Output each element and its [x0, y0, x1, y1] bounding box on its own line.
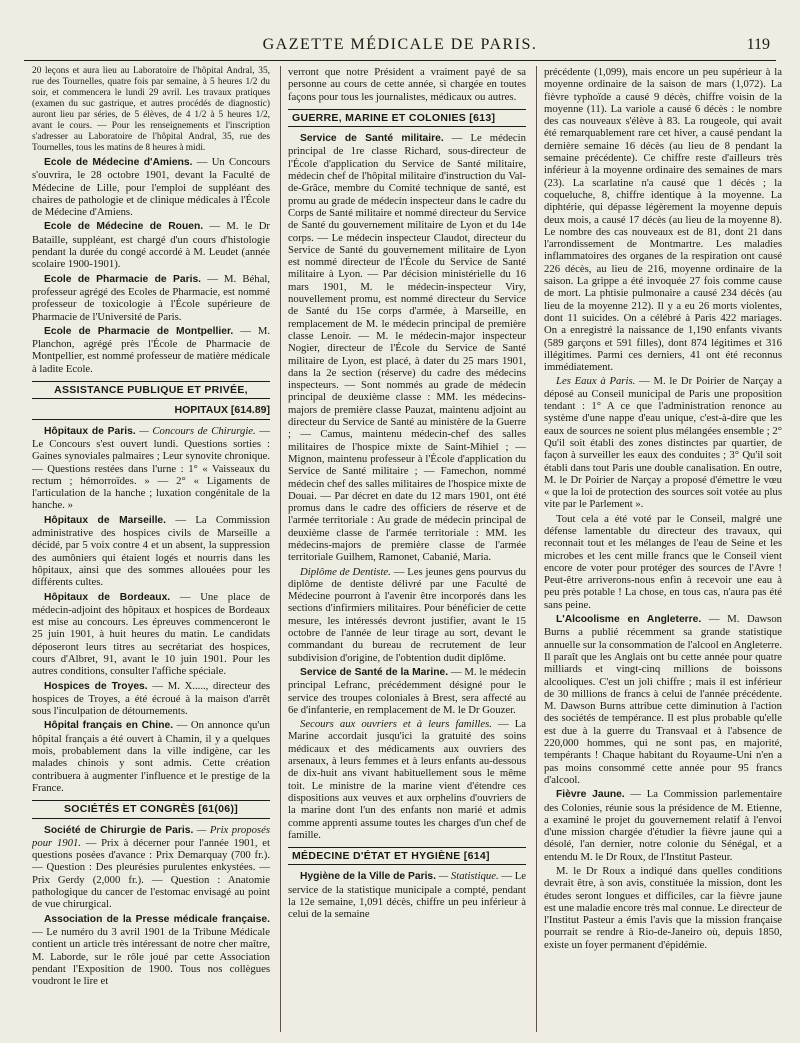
item-heading: Hospices de Troyes.: [44, 680, 148, 692]
item-heading: Fièvre Jaune.: [556, 789, 625, 801]
paragraph: [288, 718, 526, 841]
item-heading: Ecole de Pharmacie de Paris.: [44, 273, 202, 285]
item-text: — On annonce qu'un hôpital français a été ouvert à Chamin, il y a quelques mois, probablement dans la ville indigène, car les malades chinois y sont admis. Cette création contribuera à augmenter l'influence et le prestige de la France.: [32, 719, 270, 794]
item-heading: Hôpitaux de Bordeaux.: [44, 591, 171, 603]
column-divider: [536, 66, 537, 1032]
item-text: — La Marine accordait jusqu'ici la gratuité des soins médicaux et des médicaments aux ouvriers des arsenaux, à leurs femmes et à leurs enfants au-dessous de dix-huit ans vivant habituellement sous le même toit. Le ministre de la marine vient d'étendre ces dispositions aux veuves et aux orphelins d'ouvriers de la marine dont l'un des enfants non marié et admis comme apprenti assume toutes les charges d'un chef de famille.: [288, 718, 526, 841]
item-subtitle: Secours aux ouvriers et à leurs familles.: [300, 718, 492, 731]
item-text: — Le Concours s'est ouvert lundi. Questions sorties : Gaines synoviales palmaires ; Leur synovite chronique. — Questions restées dans l'urne : 1° « Vaisseaux du rectum ; hémorroïdes. » — 2° « Ligaments de l'articulation de la hanche ; luxation congénitale de la hanche. »: [32, 424, 270, 512]
column-1: [32, 66, 270, 1034]
paragraph: [32, 913, 270, 988]
column-2: [288, 66, 526, 1034]
item-heading: L'Alcoolisme en Angleterre.: [556, 614, 702, 626]
item-text: — M. Dawson Burns a publié récemment sa grande statistique annuelle sur la consommation de l'alcool en Angleterre. Il paraît que les Anglais ont bu cette année pour quatre milliards et vingt-cinq millions de boissons alcooliques. C'est un joli chiffre ; mais il est inférieur de 30 millions de francs à celui de l'année précédente. M. Dawson Burns attribue cette diminution à l'action des sociétés de tempérance. Il est plus probable qu'elle est due à la guerre du Transvaal et à l'absence de 220,000 hommes, qui ne sont pas, en majorité, tempérants ! Chaque habitant du Royaume-Uni n'en a pas moins consommé cette année pour 95 francs d'alcool.: [544, 613, 782, 786]
paragraph: [288, 132, 526, 563]
item-text: — M. Béhal, professeur agrégé des Ecoles de Pharmacie, est nommé professeur de toxicologie à l'École supérieure de Pharmacie de l'Université de Paris.: [32, 272, 270, 323]
item-text: — La Commission parlementaire des Colonies, réunie sous la présidence de M. Etienne, a examiné le projet du gouvernement relatif à l'envoi d'une mission chargée d'étudier la fièvre jaune qui a désolé, l'an dernier, notre colonie du Sénégal, et a entendu M. le Dr Roux, de l'Institut Pasteur.: [544, 788, 782, 863]
paragraph: 20 leçons et aura lieu au Laboratoire de l'hôpital Andral, 35, rue des Tournelles, quatre fois par semaine, à 5 heures 1/2 du soir, et commencera le lundi 29 avril. Les travaux pratiques (examen du suc gastrique, et autres procédés de diagnostic) auront lieu par séries, de 5 élèves, de 4 1/2 à 5 heures 1/2, avant le cours. — Pour les renseignements et l'inscription s'adresser au Laboratoire de l'hôpital Andral, 35, rue des Tournelles, tous les matins de 8 heures à midi.: [32, 66, 270, 153]
item-heading: Service de Santé militaire.: [300, 133, 444, 145]
column-3: [544, 66, 782, 1034]
item-subtitle: Les Eaux à Paris.: [556, 375, 636, 388]
paragraph: [32, 680, 270, 718]
paragraph: [544, 788, 782, 863]
item-heading: Hôpitaux de Marseille.: [44, 514, 167, 526]
paragraph: [32, 325, 270, 375]
item-heading: Ecole de Pharmacie de Montpellier.: [44, 325, 234, 337]
item-subtitle: Diplôme de Dentiste.: [300, 565, 391, 578]
item-heading: Service de Santé de la Marine.: [300, 666, 449, 678]
paragraph: [32, 220, 270, 270]
section-heading: GUERRE, MARINE ET COLONIES [613]: [288, 109, 526, 127]
paragraph: [32, 514, 270, 589]
item-subtitle: — Prix proposés pour 1901.: [32, 823, 270, 849]
page-number: 119: [746, 36, 770, 53]
item-text: — La Commission administrative des hospices civils de Marseille a décidé, par 5 voix contre 4 et un absent, la suppression des aumôniers qui étaient logés et nourris dans les hôpitaux, ainsi que des sommes allouées pour les différents cultes.: [32, 513, 270, 589]
item-text: — Les jeunes gens pourvus du diplôme de dentiste délivré par une Faculté de Médecine pourront à l'avenir être incorporés dans les sections d'infirmiers militaires. Pour bénéficier de cette mesure, les intéressés devront justifier, avant le 15 octobre de l'année de leur tirage au sort, devant le commandant du bureau de recrutement de leur subdivision d'origine, de l'obtention dudit diplôme.: [288, 565, 526, 664]
item-text: — M. le médecin principal Lefranc, précédemment désigné pour le service des troupes coloniales à Brest, sera affecté au 6e d'infanterie, en remplacement de M. le Dr Gouzer.: [288, 665, 526, 716]
section-heading: SOCIÉTÉS ET CONGRÈS [61(06)]: [32, 800, 270, 818]
paragraph: [288, 566, 526, 664]
item-text: — Le médecin principal de 1re classe Richard, sous-directeur de l'École d'application du Service de Santé militaire, médecin chef de l'hôpital militaire d'instruction du Val-de-Grâce, membre du Comité technique de santé, est promu au grade de médecin inspecteur dans le cadre du Corps de Santé militaire et nommé directeur du Service de Santé du gouvernement militaire de Lyon et du 14e corps. — Le médecin inspecteur Claudot, directeur du Service de Santé du gouvernement militaire de Lyon est nommé directeur de l'École du Service de Santé militaire à Lyon. — Par décision ministérielle du 16 mars 1901, M. le médecin-inspecteur Viry, nouvellement promu, est nommé directeur du Service de Santé du 15e corps d'armée, à Marseille, en remplacement de M. le médecin principal de première classe Lenoir. — M. le médecin-major inspecteur Nogier, directeur de l'École du Service de Santé militaire de Lyon, est placé, à dater du 25 mars 1901, dans la 2e section (réserve) du cadre des médecins inspecteurs. — Sont nommés au grade de médecin principal de deuxième classe : MM. les médecins-majors de première classe Pauzat, maintenu adjoint au directeur du Service de Santé au ministère de la Guerre ; — Camus, maintenu médecin-chef des salles militaires de l'hospice mixte de Saint-Mihiel ; — Mignon, maintenu professeur à l'École d'application du Service de Santé militaire ; — Famechon, nommé médecin chef des salles militaires de l'hospice mixte de Douai. — Par décret en date du 12 mars 1901, ont été promus dans le cadre des officiers de réserve et de l'armée territoriale : Au grade de médecin principal de deuxième classe de l'armée territoriale : MM. les médecins-majors de première classe de l'armée territoriale Guilhem, Ramonet, Cabanié, Maria.: [288, 132, 526, 564]
section-heading: ASSISTANCE PUBLIQUE ET PRIVÉE,: [32, 381, 270, 399]
item-subtitle: — Statistique.: [436, 870, 499, 883]
item-text: — Le service de la statistique municipale a compté, pendant la 12e semaine, 1,091 décès, chiffre un peu inférieur à celui de la semaine: [288, 870, 526, 921]
item-heading: Hygiène de la Ville de Paris.: [300, 871, 437, 883]
paragraph: verront que notre Président a vraiment payé de sa personne au cours de cette année, si chargée en toutes façons pour tous les journalistes, médicaux ou autres.: [288, 66, 526, 103]
paragraph: [32, 156, 270, 218]
paragraph: [32, 591, 270, 678]
item-heading: Société de Chirurgie de Paris.: [44, 824, 194, 836]
item-heading: Ecole de Médecine de Rouen.: [44, 221, 204, 233]
item-text: — Le numéro du 3 avril 1901 de la Tribune Médicale contient un article très intéressant de notre cher maître, M. Laborde, sur le rôle joué par cette Association pendant l'Exposition de 1900. Tous nos collègues voudront le lire et: [32, 925, 270, 988]
item-text: — M. le Dr Bataille, suppléant, est chargé d'un cours d'histologie pendant la durée du congé accordé à M. Leudet (année scolaire 1900-1901).: [32, 220, 270, 271]
item-subtitle: — Concours de Chirurgie.: [135, 424, 256, 437]
item-text: — Une place de médecin-adjoint des hôpitaux et hospices de Bordeaux est mise au concours. Les épreuves commenceront le 25 juin 1901, à huit heures du matin. Le candidats déposeront leurs titres au secrétariat des hospices, cours d'Albret, 91, avant le 10 juin 1901. Pour les autres conditions, consulter l'affiche spéciale.: [32, 590, 270, 678]
paragraph: précédente (1,099), mais encore un peu supérieur à la moyenne ordinaire de la saison de mars (1,072). La fièvre typhoïde a causé 9 décès, chiffre voisin de la moyenne (11). La variole a causé 6 décès : le nombre des cas nouveaux s'élève à 83. La rougeole, qui avait été remarquablement rare cet hiver, a causé pendant la dernière semaine 16 décès (au lieu de 8 pendant la semaine précédente). Ce chiffre reste d'ailleurs très inférieur à la moyenne ordinaire des semaines de mars (23). La scarlatine n'a causé que 1 décès ; la coqueluche, 8, chiffre identique à la moyenne. La diphtérie, qui dépasse légèrement la moyenne depuis deux mois, a causé 17 décès (au lieu de la moyenne 8). Le nombre des cas nouveaux est de 81, dont 21 dans l'arrondissement de Montmartre. Les maladies inflammatoires des organes de la respiration ont causé 226 décès, au lieu de 216, moyenne ordinaire de la saison. La grippe a été invoquée 27 fois comme cause de mort. La phtisie pulmonaire a causé 234 décès (au lieu de la moyenne 212). Il y a eu 26 morts violentes, dont 11 suicides. On a célébré à Paris 422 mariages. On a enregistré la naissance de 1,190 enfants vivants (589 garçons et 591 filles), dont 874 légitimes et 316 illégitimes. Parmi ces derniers, 41 ont été reconnus immédiatement.: [544, 66, 782, 374]
item-text: — M. Planchon, agrégé près l'École de Pharmacie de Montpellier, est nommé professeur de matière médicale à ladite Ecole.: [32, 324, 270, 375]
item-text: — Un Concours s'ouvrira, le 28 octobre 1901, devant la Faculté de Médecine de Lille, pour l'emploi de suppléant des chaires de pathologie et de clinique médicales à l'École de Médecine d'Amiens.: [32, 156, 270, 219]
item-text: — M. X....., directeur des hospices de Troyes, a été écroué à la maison d'arrêt sous l'inculpation de détournements.: [32, 679, 270, 718]
paragraph: [32, 273, 270, 323]
paragraph: [32, 425, 270, 512]
paragraph: M. le Dr Roux a indiqué dans quelles conditions devrait être, à son avis, constituée la mission, dont les études seront longues et difficiles, car la fièvre jaune est une maladie encore très mal connue. Le directeur de l'Institut Pasteur a émis l'avis que la mission française pourrait se rendre à Rio-de-Janeiro où, depuis 1850, existe un foyer permanent d'épidémie.: [544, 865, 782, 951]
paragraph: [288, 666, 526, 716]
item-text: — Prix à décerner pour l'année 1901, et questions posées d'avance : Prix Demarquay (700 fr.). — Question : Des pleurésies purulentes enkystées. — Prix Gerdy (2,000 fr.). — Question : Anatomie pathologique du cancer de l'estomac envisagé au point de vue chirurgical.: [32, 836, 270, 911]
paragraph: [544, 375, 782, 510]
page-header: [24, 30, 776, 61]
item-heading: Ecole de Médecine d'Amiens.: [44, 157, 193, 168]
paragraph: [32, 824, 270, 911]
column-divider: [280, 66, 281, 1032]
paragraph: [32, 719, 270, 794]
item-heading: Association de la Presse médicale française.: [44, 913, 270, 925]
paragraph: [288, 870, 526, 920]
paragraph: Tout cela a été voté par le Conseil, malgré une défense lamentable du directeur des travaux, qui reconnait tout et les mélanges de l'eau de Seine et les microbes et les cent mille francs que le Conseil vient encore de voter pour protéger des sources de l'Avre ! Peut-être arriverons-nous enfin à recevoir une eau à peu près potable ! La chose, en tous cas, n'aura pas été sans peine.: [544, 512, 782, 611]
section-heading: MÉDECINE D'ÉTAT ET HYGIÈNE [614]: [288, 847, 526, 865]
item-text: — M. le Dr Poirier de Narçay a déposé au Conseil municipal de Paris une proposition tendant : 1° A ce que l'administration renonce au système d'une nappe d'eau unique, c'est-à-dire que les eaux de sources ne soient plus mélangées ensemble ; 2° Qu'il soit établi des zones distinctes par quartier, de façon à surveiller les eaux des conduites ; 3° Qu'il soit établi dans tout Paris une double canalisation. En outre, M. le Dr Poirier de Narçay a proposé d'émettre le vœu « que la loi de protection des sources soit votée au plus vite par le Parlement ».: [544, 375, 782, 511]
paragraph: [544, 613, 782, 786]
journal-title: GAZETTE MÉDICALE DE PARIS.: [262, 36, 538, 53]
item-heading: Hôpitaux de Paris.: [44, 425, 136, 437]
item-heading: Hôpital français en Chine.: [44, 720, 174, 732]
section-subheading: HOPITAUX [614.89]: [32, 404, 270, 419]
